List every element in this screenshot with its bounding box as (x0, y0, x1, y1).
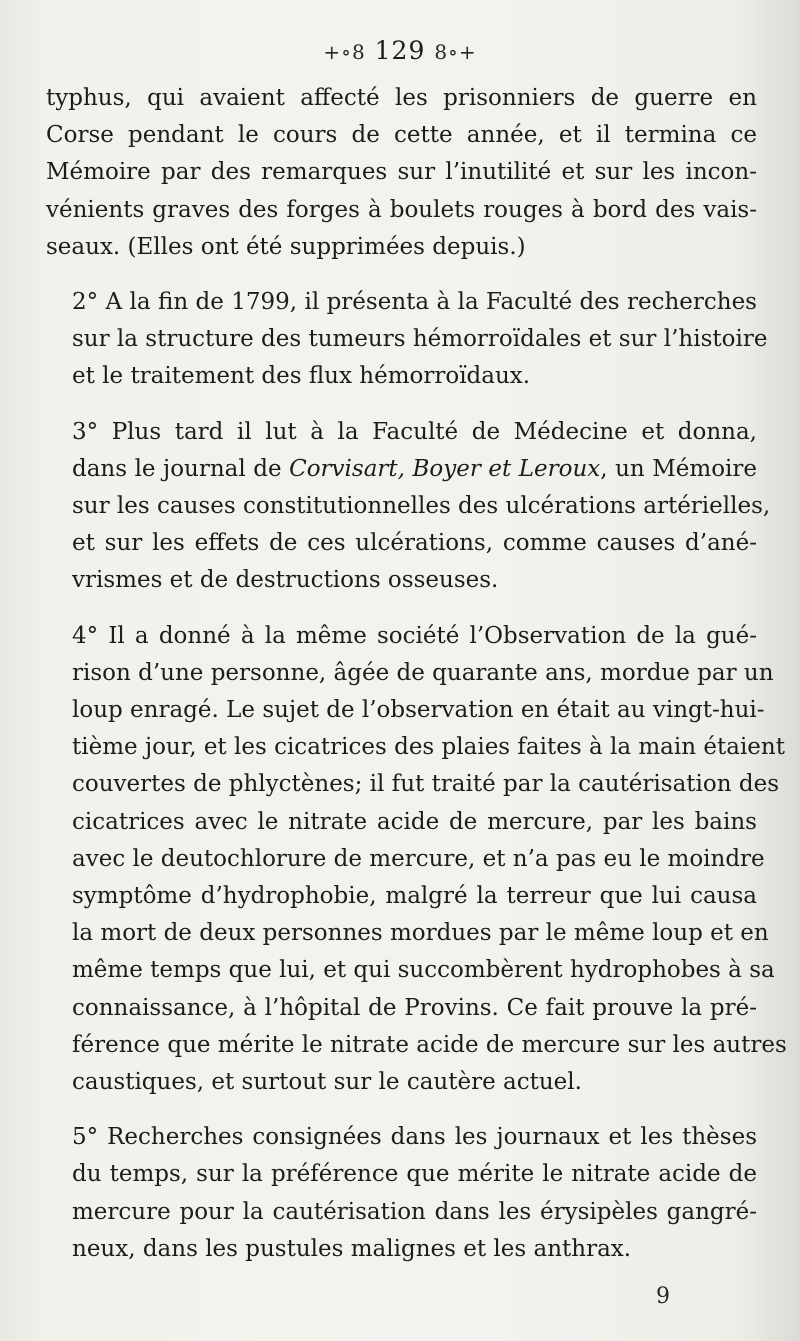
text-line: symptôme d’hydrophobie, malgré la terreur que lui causa (72, 883, 757, 910)
paragraph-item-4 (46, 618, 787, 1102)
text-line: et sur les effets de ces ulcérations, comme causes d’ané- (72, 530, 757, 557)
text-line: sur les causes constitutionnelles des ulcérations artérielles, (72, 493, 771, 520)
text-line: vénients graves des forges à boulets rouges à bord des vais- (46, 196, 757, 223)
text-line: 2° A la fin de 1799, il présenta à la Faculté des recherches (72, 289, 757, 316)
ornament-left-icon: +∘8 (323, 40, 366, 64)
paragraph-continuation (46, 80, 757, 266)
text-line: loup enragé. Le sujet de l’observation en était au vingt-hui- (72, 697, 765, 724)
text-line: même temps que lui, et qui succombèrent hydrophobes à sa (72, 957, 775, 984)
text-line: Corse pendant le cours de cette année, et il termina ce (46, 122, 757, 149)
text-line: 5° Recherches consignées dans les journaux et les thèses (72, 1124, 757, 1151)
text-line: Mémoire par des remarques sur l’inutilité et sur les incon- (46, 159, 757, 186)
text-line: 4° Il a donné à la même société l’Observation de la gué- (72, 622, 757, 649)
page-header (0, 36, 800, 65)
page-number: 129 (374, 36, 426, 65)
text-line: typhus, qui avaient affecté les prisonniers de guerre en (46, 85, 757, 111)
text-line: 3° Plus tard il lut à la Faculté de Médecine et donna, (72, 418, 757, 445)
signature-mark: 9 (656, 1284, 670, 1309)
text-line: connaissance, à l’hôpital de Provins. Ce fait prouve la pré- (72, 994, 757, 1021)
text-line: rison d’une personne, âgée de quarante ans, mordue par un (72, 659, 774, 686)
text-line: couvertes de phlyctènes; il fut traité par la cautérisation des (72, 771, 779, 798)
text-line: sur la structure des tumeurs hémorroïdales et sur l’histoire (72, 326, 768, 353)
text-line: du temps, sur la préférence que mérite le nitrate acide de (72, 1161, 757, 1188)
text-line: avec le deutochlorure de mercure, et n’a pas eu le moindre (72, 845, 765, 872)
paragraph-item-3 (46, 414, 771, 600)
text-line: mercure pour la cautérisation dans les érysipèles gangré- (72, 1198, 757, 1225)
text-line: neux, dans les pustules malignes et les anthrax. (72, 1235, 632, 1262)
text-line: dans le journal de Corvisart, Boyer et Leroux, un Mémoire (72, 455, 758, 482)
text-line: férence que mérite le nitrate acide de mercure sur les autres (72, 1031, 787, 1058)
text-line: la mort de deux personnes mordues par le même loup et en (72, 920, 769, 947)
paragraph-item-5 (46, 1119, 757, 1268)
text-line: cicatrices avec le nitrate acide de mercure, par les bains (72, 808, 757, 835)
ornament-right-icon: 8∘+ (434, 40, 477, 64)
text-line: caustiques, et surtout sur le cautère actuel. (72, 1069, 582, 1096)
text-line: seaux. (Elles ont été supprimées depuis.) (46, 233, 526, 260)
text-line: vrismes et de destructions osseuses. (72, 567, 499, 594)
body-text (46, 80, 787, 1268)
text-line: et le traitement des flux hémorroïdaux. (72, 363, 531, 390)
author-names: Corvisart, Boyer et Leroux (289, 455, 601, 482)
paragraph-item-2 (46, 284, 768, 396)
text-line: tième jour, et les cicatrices des plaies faites à la main étaient (72, 734, 785, 761)
